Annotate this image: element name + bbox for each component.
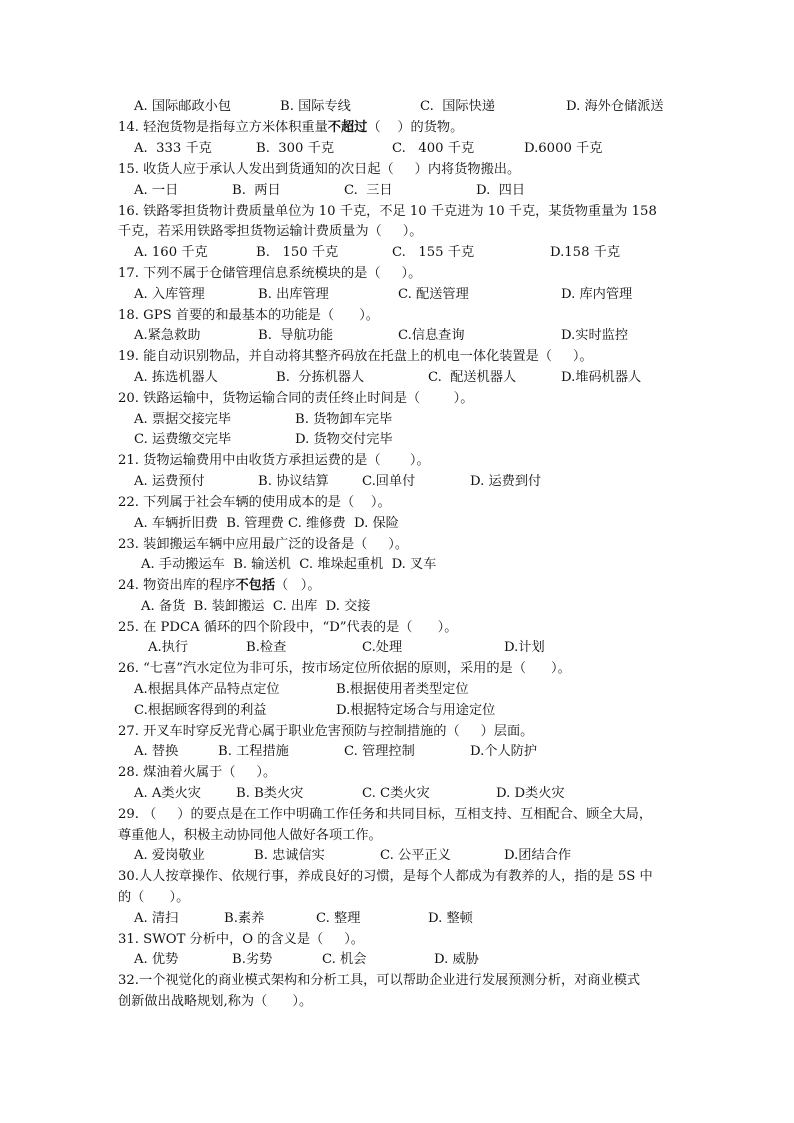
q20-option-c: C. 运费缴交完毕 (134, 432, 232, 447)
q21-option-d: D. 运费到付 (470, 474, 542, 489)
q21-option-a: A. 运费预付 (134, 474, 205, 489)
q18-option-d: D.实时监控 (561, 328, 629, 343)
q30-option-d: D. 整顿 (428, 911, 473, 926)
question-18: 18. GPS 首要的和最基本的功能是（ ）。 (118, 308, 379, 323)
question-15: 15. 收货人应于承认人发出到货通知的次日起（ ）内将货物搬出。 (118, 162, 521, 177)
q15-option-d: D. 四日 (476, 183, 526, 198)
q30-option-a: A. 清扫 (134, 911, 179, 926)
q13-option-b: B. 国际专线 (280, 99, 351, 114)
q14-text: 14. 轻泡货物是指每立方米体积重量 (118, 120, 328, 135)
question-30-line2: 的（ ）。 (118, 890, 190, 905)
q20-option-d: D. 货物交付完毕 (295, 432, 393, 447)
q31-option-a: A. 优势 (134, 952, 179, 967)
q17-option-a: A. 入库管理 (134, 287, 205, 302)
q26-option-c: C.根据顾客得到的利益 (134, 703, 267, 718)
question-16-line2: 千克，若采用铁路零担货物运输计费质量为（ ）。 (118, 224, 423, 239)
question-32-line2: 创新做出战略规划,称为（ ）。 (118, 994, 313, 1009)
question-22: 22. 下列属于社会车辆的使用成本的是（ ）。 (118, 495, 391, 510)
question-25: 25. 在 PDCA 循环的四个阶段中，“D”代表的是（ ）。 (118, 620, 458, 635)
question-19: 19. 能自动识别物品，并自动将其整齐码放在托盘上的机电一体化装置是（ ）。 (118, 349, 593, 364)
q22-options: A. 车辆折旧费 B. 管理费 C. 维修费 D. 保险 (134, 516, 399, 531)
q18-option-c: C.信息查询 (398, 328, 465, 343)
q26-option-d: D.根据特定场合与用途定位 (336, 703, 496, 718)
q21-option-c: C.回单付 (362, 474, 416, 489)
q25-option-d: D.计划 (504, 640, 545, 655)
question-32-line1: 32.一个视觉化的商业模式架构和分析工具，可以帮助企业进行发展预测分析，对商业模式 (118, 973, 641, 988)
q29-option-c: C. 公平正义 (380, 848, 451, 863)
q15-option-c: C. 三日 (344, 183, 393, 198)
q25-option-b: B.检查 (246, 640, 287, 655)
q27-option-b: B. 工程措施 (218, 744, 289, 759)
q31-option-d: D. 威胁 (434, 952, 479, 967)
q27-option-c: C. 管理控制 (344, 744, 415, 759)
question-24 (118, 576, 321, 596)
q16-option-b: B. 150 千克 (256, 245, 339, 260)
q14-option-b: B. 300 千克 (256, 141, 335, 156)
q15-option-b: B. 两日 (232, 183, 281, 198)
q30-option-b: B.素养 (224, 911, 265, 926)
question-23: 23. 装卸搬运车辆中应用最广泛的设备是（ ）。 (118, 537, 409, 552)
q18-option-a: A.紧急救助 (134, 328, 201, 343)
q19-option-c: C. 配送机器人 (428, 370, 517, 385)
q24-text-end: （ ）。 (275, 578, 321, 593)
question-26: 26. “七喜”汽水定位为非可乐，按市场定位所依据的原则，采用的是（ ）。 (118, 661, 571, 676)
question-20: 20. 铁路运输中，货物运输合同的责任终止时间是（ ）。 (118, 391, 474, 406)
q19-option-a: A. 拣选机器人 (134, 370, 218, 385)
question-21: 21. 货物运输费用中由收货方承担运费的是（ ）。 (118, 453, 430, 468)
q18-option-b: B. 导航功能 (258, 328, 334, 343)
q27-option-a: A. 替换 (134, 744, 179, 759)
q24-emphasis: 不包括 (235, 578, 276, 593)
q24-options: A. 备货 B. 装卸搬运 C. 出库 D. 交接 (141, 599, 371, 614)
question-29-line2: 尊重他人，积极主动协同他人做好各项工作。 (118, 828, 382, 843)
q19-option-d: D.堆码机器人 (561, 370, 642, 385)
q13-option-d: D. 海外仓储派送 (566, 99, 664, 114)
question-16-line1: 16. 铁路零担货物计费质量单位为 10 千克，不足 10 千克进为 10 千克，某货物重量为 158 (118, 204, 657, 219)
question-31: 31. SWOT 分析中，O 的含义是（ ）。 (118, 932, 364, 947)
q23-options: A. 手动搬运车 B. 输送机 C. 堆垛起重机 D. 叉车 (141, 557, 437, 572)
q28-option-a: A. A类火灾 (134, 786, 201, 801)
q29-option-d: D.团结合作 (504, 848, 572, 863)
q16-option-a: A. 160 千克 (134, 245, 208, 260)
q14-text-end: （ ）的货物。 (367, 120, 464, 135)
q19-option-b: B. 分拣机器人 (276, 370, 365, 385)
question-29-line1: 29. （ ）的要点是在工作中明确工作任务和共同目标，互相支持、互相配合、顾全大局， (118, 807, 653, 822)
q25-option-a: A.执行 (148, 640, 189, 655)
q28-option-b: B. B类火灾 (236, 786, 304, 801)
q25-option-c: C.处理 (362, 640, 403, 655)
q14-emphasis: 不超过 (327, 120, 368, 135)
q29-option-b: B. 忠诚信实 (254, 848, 325, 863)
q21-option-b: B. 协议结算 (258, 474, 329, 489)
q26-option-b: B.根据使用者类型定位 (336, 682, 469, 697)
question-14 (118, 118, 463, 138)
q14-option-c: C. 400 千克 (392, 141, 475, 156)
q13-option-c: C. 国际快递 (420, 99, 495, 114)
question-30-line1: 30.人人按章操作、依规行事，养成良好的习惯，是每个人都成为有教养的人，指的是 5S 中 (118, 869, 653, 884)
q17-option-d: D. 库内管理 (561, 287, 633, 302)
q27-option-d: D.个人防护 (470, 744, 538, 759)
q29-option-a: A. 爱岗敬业 (134, 848, 205, 863)
q26-option-a: A.根据具体产品特点定位 (134, 682, 280, 697)
question-17: 17. 下列不属于仓储管理信息系统模块的是（ ）。 (118, 266, 422, 281)
q13-option-a: A. 国际邮政小包 (134, 99, 232, 114)
q17-option-c: C. 配送管理 (398, 287, 469, 302)
q31-option-b: B.劣势 (232, 952, 273, 967)
q17-option-b: B. 出库管理 (258, 287, 329, 302)
q14-option-a: A. 333 千克 (134, 141, 212, 156)
question-28: 28. 煤油着火属于（ ）。 (118, 765, 277, 780)
question-27: 27. 开叉车时穿反光背心属于职业危害预防与控制措施的（ ）层面。 (118, 724, 534, 739)
q14-option-d: D.6000 千克 (524, 141, 603, 156)
q20-option-b: B. 货物卸车完毕 (295, 412, 393, 427)
q20-option-a: A. 票据交接完毕 (134, 412, 232, 427)
q28-option-c: C. C类火灾 (362, 786, 430, 801)
q16-option-d: D.158 千克 (550, 245, 621, 260)
q31-option-c: C. 机会 (322, 952, 367, 967)
q15-option-a: A. 一日 (134, 183, 179, 198)
q30-option-c: C. 整理 (316, 911, 361, 926)
q24-text: 24. 物资出库的程序 (118, 578, 236, 593)
q28-option-d: D. D类火灾 (496, 786, 565, 801)
q16-option-c: C. 155 千克 (392, 245, 475, 260)
